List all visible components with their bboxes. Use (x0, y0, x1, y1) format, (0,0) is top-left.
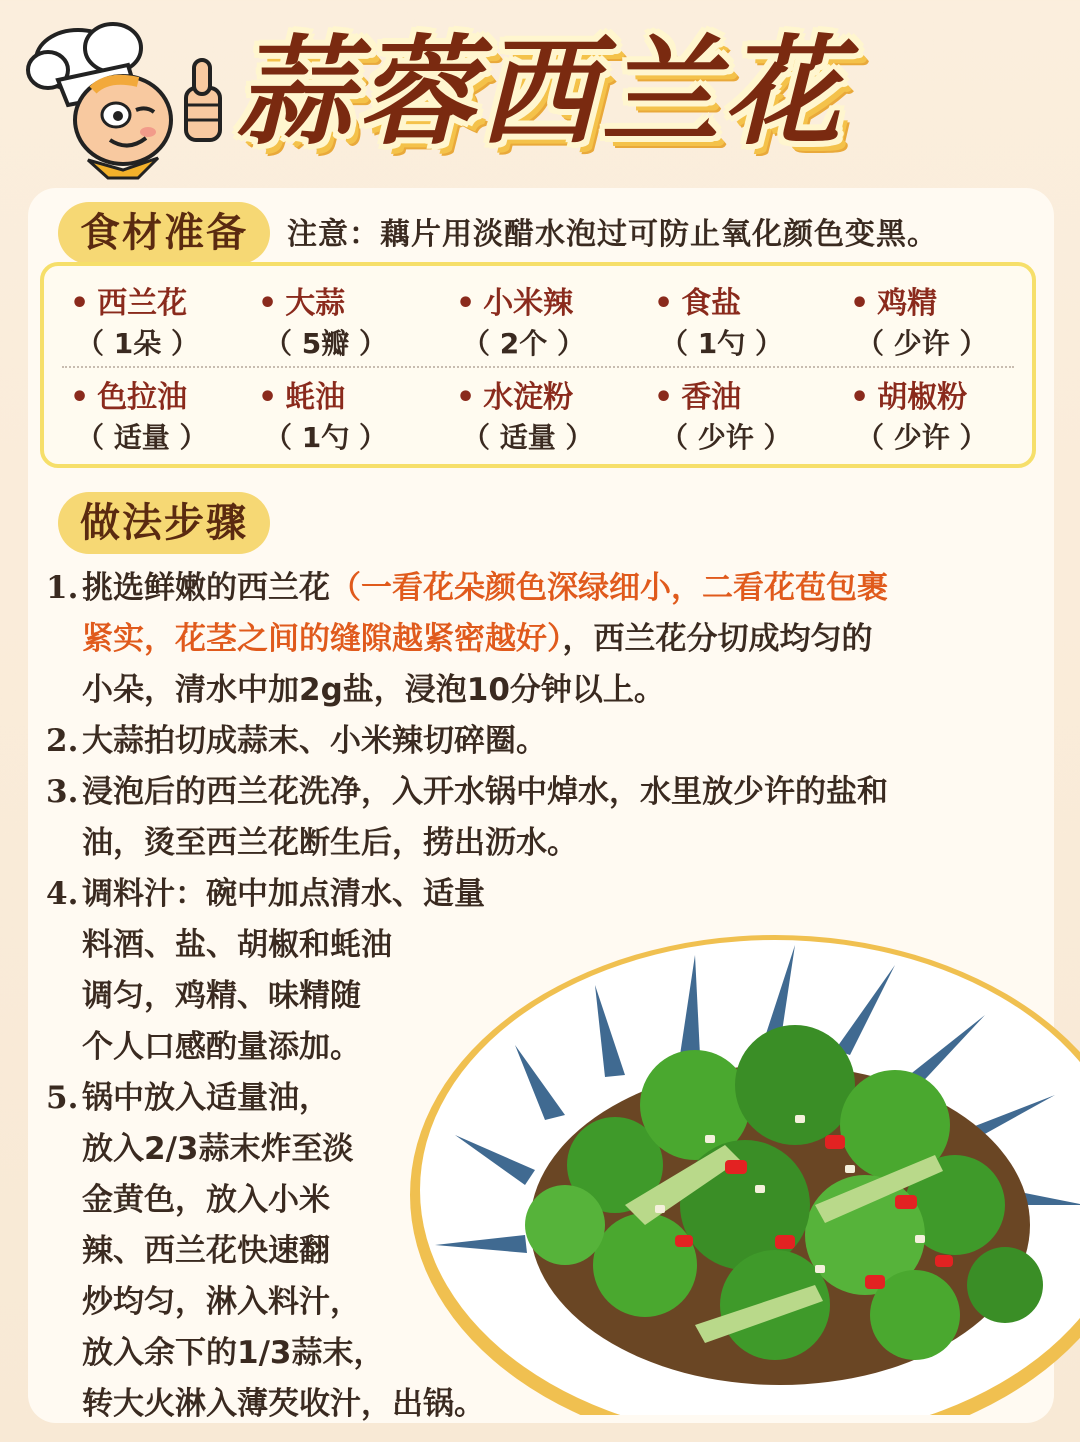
header (0, 0, 1080, 185)
step-1 (46, 563, 1036, 716)
ingredient-name: • 鸡精 (850, 284, 1040, 324)
ingredient-item (850, 284, 1040, 374)
step-highlight-text: 紧实，花茎之间的缝隙越紧密越好） (82, 621, 563, 657)
ingredient-item (654, 284, 844, 374)
ingredients-box (40, 262, 1036, 468)
step-number: 2. (46, 723, 79, 759)
step-number: 5. (46, 1080, 79, 1116)
divider (62, 366, 1014, 368)
step-line: 转大火淋入薄芡收汁，出锅。 (82, 1386, 485, 1422)
ingredient-name: • 水淀粉 (456, 378, 646, 418)
ingredient-item (654, 378, 844, 468)
ingredient-qty: （ 1朵 ） (76, 327, 199, 360)
ingredients-row (44, 284, 1032, 374)
step-line: 放入2/3蒜末炸至淡 (82, 1131, 354, 1167)
ingredient-qty: （ 2个 ） (462, 327, 585, 360)
steps-heading: 做法步骤 (58, 492, 270, 554)
ingredient-name: • 小米辣 (456, 284, 646, 324)
ingredient-item (456, 284, 646, 374)
ingredient-qty: （ 适量 ） (76, 421, 208, 454)
ingredient-qty: （ 1勺 ） (264, 421, 387, 454)
step-line: 调料汁：碗中加点清水、适量 (82, 876, 485, 912)
ingredient-item (258, 284, 448, 374)
step-line: 个人口感酌量添加。 (82, 1029, 361, 1065)
ingredients-note: 注意：藕片用淡醋水泡过可防止氧化颜色变黑。 (287, 217, 938, 252)
step-line: 放入余下的1/3蒜末， (82, 1335, 385, 1371)
step-line (82, 563, 1036, 614)
step-number: 3. (46, 774, 79, 810)
step-text: 挑选鲜嫩的西兰花 (82, 570, 330, 606)
step-number: 4. (46, 876, 79, 912)
step-line: 炒均匀，淋入料汁， (82, 1284, 361, 1320)
ingredient-name: • 胡椒粉 (850, 378, 1040, 418)
step-line: 调匀，鸡精、味精随 (82, 978, 361, 1014)
step-2 (46, 716, 1036, 767)
ingredient-item (70, 284, 260, 374)
ingredient-qty: （ 少许 ） (856, 327, 988, 360)
ingredient-name: • 色拉油 (70, 378, 260, 418)
step-text: ，西兰花分切成均匀的 (562, 621, 873, 657)
step-4 (46, 869, 1036, 1073)
ingredient-qty: （ 适量 ） (462, 421, 594, 454)
ingredients-heading: 食材准备 (58, 202, 270, 264)
step-5 (46, 1073, 1036, 1430)
ingredient-qty: （ 1勺 ） (660, 327, 783, 360)
step-line: 大蒜拍切成蒜末、小米辣切碎圈。 (82, 723, 547, 759)
step-line: 小朵，清水中加2g盐，浸泡10分钟以上。 (82, 672, 665, 708)
step-line: 辣、西兰花快速翻 (82, 1233, 330, 1269)
step-number: 1. (46, 570, 79, 606)
ingredient-name: • 食盐 (654, 284, 844, 324)
ingredient-item (258, 378, 448, 468)
steps-list (46, 563, 1036, 1430)
step-line: 浸泡后的西兰花洗净，入开水锅中焯水，水里放少许的盐和 (82, 774, 888, 810)
step-line: 金黄色，放入小米 (82, 1182, 330, 1218)
ingredient-qty: （ 5瓣 ） (264, 327, 387, 360)
ingredient-item (70, 378, 260, 468)
ingredients-row (44, 378, 1032, 468)
ingredient-name: • 蚝油 (258, 378, 448, 418)
step-highlight-text: （一看花朵颜色深绿细小，二看花苞包裹 (330, 570, 888, 606)
ingredient-qty: （ 少许 ） (660, 421, 792, 454)
step-line: 锅中放入适量油， (82, 1080, 330, 1116)
ingredient-item (850, 378, 1040, 468)
step-line: 料酒、盐、胡椒和蚝油 (82, 927, 392, 963)
ingredient-item (456, 378, 646, 468)
step-line (82, 614, 1036, 665)
step-3 (46, 767, 1036, 869)
step-line: 油，烫至西兰花断生后，捞出沥水。 (82, 825, 578, 861)
page-title: 蒜蓉西兰花 (235, 23, 846, 161)
ingredient-name: • 大蒜 (258, 284, 448, 324)
chef-thumbs-up-icon (18, 10, 228, 180)
ingredient-name: • 香油 (654, 378, 844, 418)
ingredient-qty: （ 少许 ） (856, 421, 988, 454)
ingredient-name: • 西兰花 (70, 284, 260, 324)
